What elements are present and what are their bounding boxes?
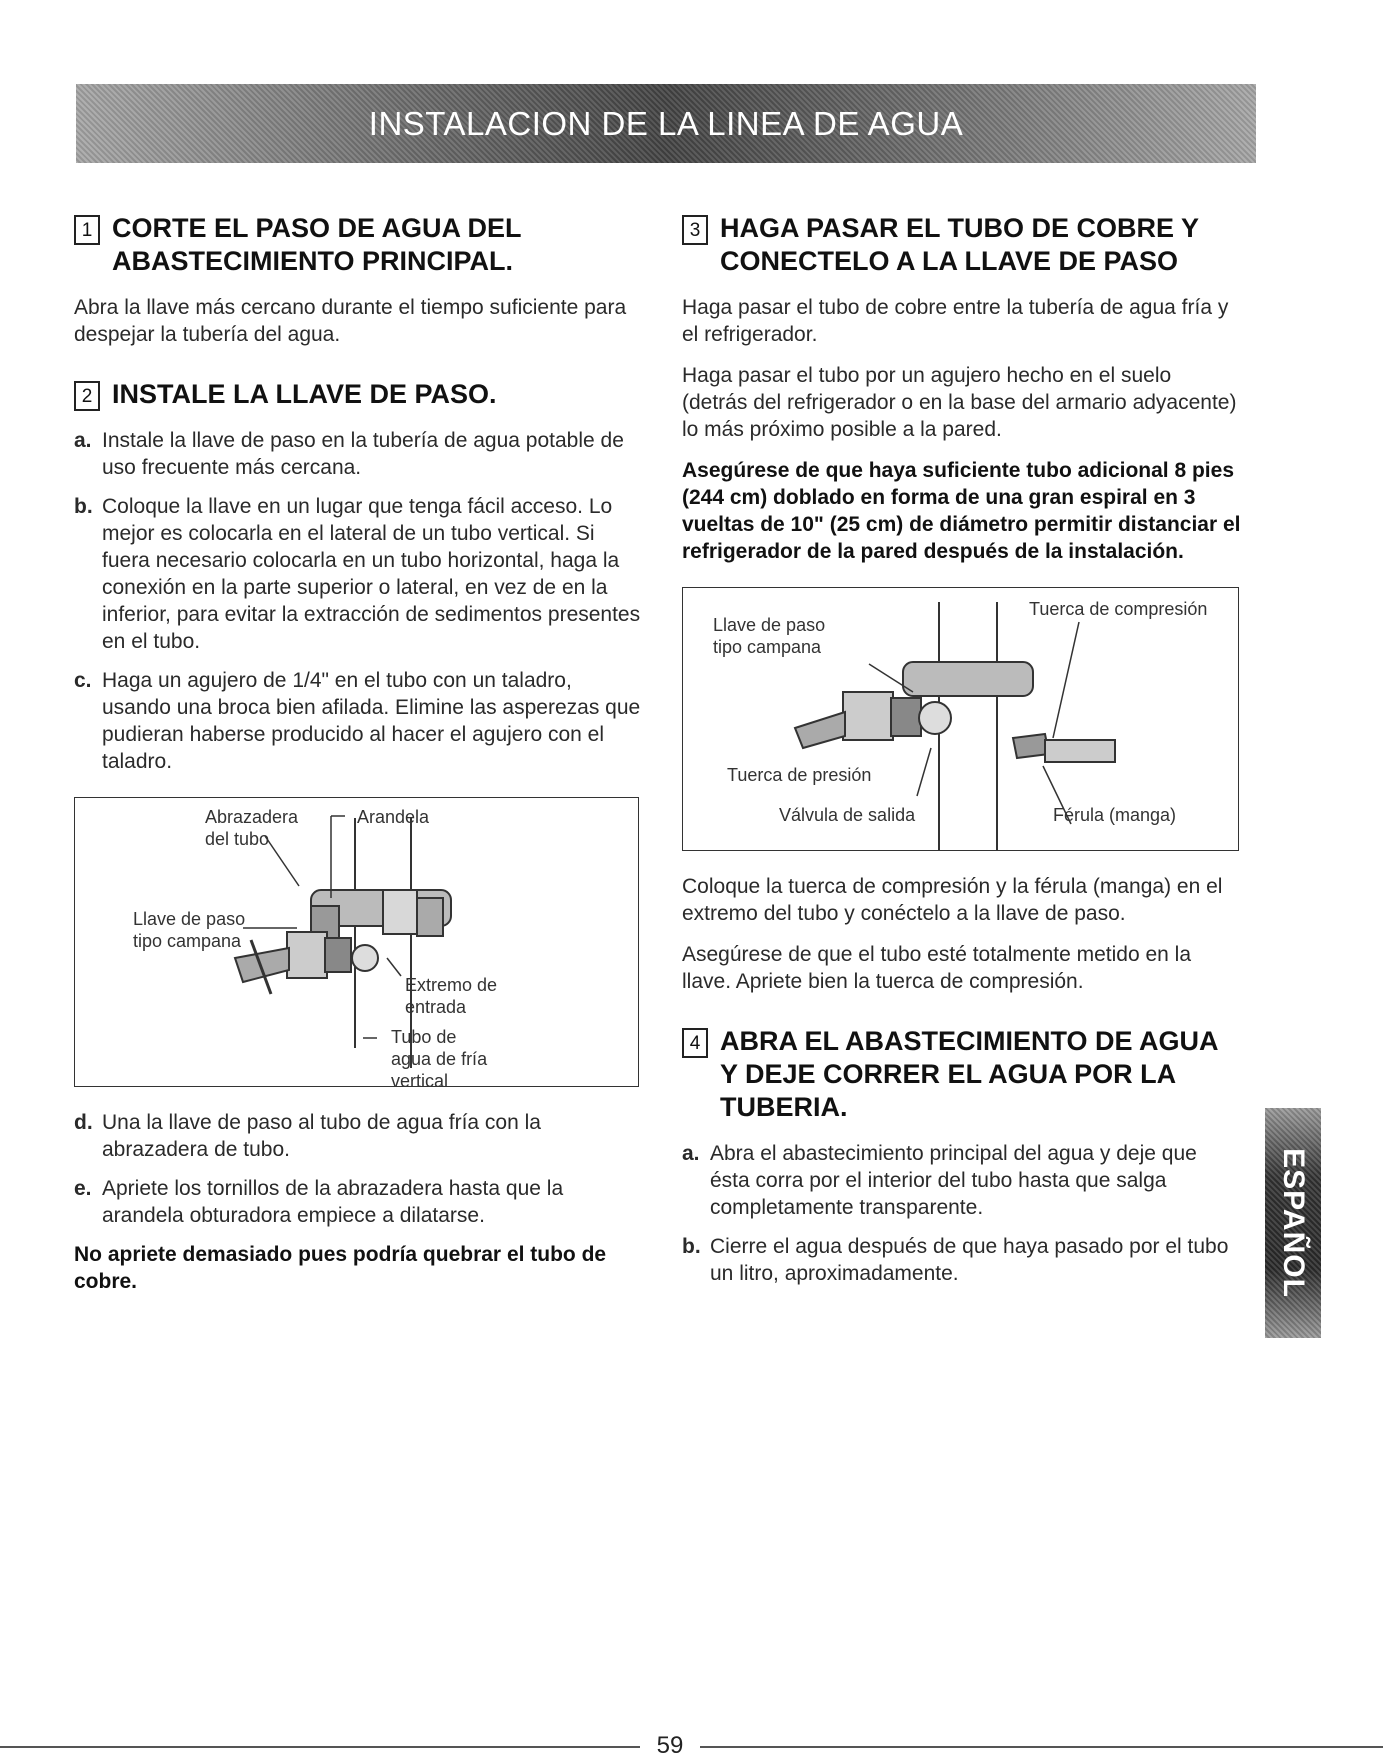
item-letter: b. [682, 1235, 701, 1258]
right-column [682, 212, 1242, 1299]
step2-item-b [74, 493, 644, 655]
step2-number: 2 [74, 381, 100, 411]
item-letter: a. [74, 429, 92, 452]
label-abrazadera: Abrazadera del tubo [205, 807, 299, 849]
section-banner [76, 84, 1256, 163]
step2-heading-text: INSTALE LA LLAVE DE PASO. [112, 379, 497, 409]
step4-heading-text: ABRA EL ABASTECIMIENTO DE AGUA Y DEJE CORRER EL AGUA POR LA TUBERIA. [720, 1026, 1218, 1122]
step2-item-c [74, 667, 644, 775]
label-valvula: Válvula de salida [779, 805, 916, 825]
left-column [74, 212, 644, 1309]
compression-figure [682, 587, 1239, 851]
page-number: 59 [640, 1732, 700, 1760]
item-text: Una la llave de paso al tubo de agua fría con la abrazadera de tubo. [102, 1111, 541, 1161]
step3-p3: Coloque la tuerca de compresión y la férula (manga) en el extremo del tubo y conéctelo a la llave de paso. [682, 875, 1223, 925]
step4-item-b [682, 1233, 1242, 1287]
step3-number: 3 [682, 215, 708, 245]
label-llave-campana: Llave de paso tipo campana [713, 615, 826, 657]
label-llave: Llave de paso tipo campana [133, 909, 246, 951]
item-text: Haga un agujero de 1/4" en el tubo con un taladro, usando una broca bien afilada. Elimine las asperezas que pudieran haberse producido al hacer el agujero con el taladro. [102, 669, 641, 773]
valve-clamp-figure [74, 797, 639, 1091]
step2-warning: No apriete demasiado pues podría quebrar el tubo de cobre. [74, 1243, 607, 1293]
language-tab-text: ESPAÑOL [1277, 1148, 1311, 1298]
step2-item-d [74, 1109, 644, 1163]
item-text: Cierre el agua después de que haya pasado por el tubo un litro, aproximadamente. [710, 1235, 1229, 1285]
item-text: Instale la llave de paso en la tubería de agua potable de uso frecuente más cercana. [102, 429, 624, 479]
step1-text: Abra la llave más cercano durante el tiempo suficiente para despejar la tubería del agua. [74, 296, 627, 346]
step3-bold: Asegúrese de que haya suficiente tubo adicional 8 pies (244 cm) doblado en forma de una gran espiral en 3 vueltas de 10" (25 cm) de diámetro permitir distanciar el refrigerador de la pared después de la instalación. [682, 459, 1241, 563]
item-letter: d. [74, 1111, 93, 1134]
item-letter: b. [74, 495, 93, 518]
label-ferula: Férula (manga) [1053, 805, 1177, 825]
step3-heading [682, 212, 1242, 278]
step3-p1: Haga pasar el tubo de cobre entre la tubería de agua fría y el refrigerador. [682, 296, 1229, 346]
item-text: Coloque la llave en un lugar que tenga fácil acceso. Lo mejor es colocarla en el lateral de un tubo vertical. Si fuera necesario colocarla en un tubo horizontal, haga la conexión en la parte superior o lateral, en vez de en la inferior, para evitar la extracción de sedimentos presentes en el tubo. [102, 495, 641, 653]
item-letter: e. [74, 1177, 92, 1200]
label-tubo: Tubo de agua de fría vertical [391, 1027, 488, 1091]
step1-heading-text: CORTE EL PASO DE AGUA DEL ABASTECIMIENTO PRINCIPAL. [112, 213, 522, 276]
item-text: Apriete los tornillos de la abrazadera hasta que la arandela obturadora empiece a dilatarse. [102, 1177, 564, 1227]
step4-item-a [682, 1140, 1242, 1221]
step3-heading-text: HAGA PASAR EL TUBO DE COBRE Y CONECTELO A LA LLAVE DE PASO [720, 213, 1199, 276]
item-letter: a. [682, 1142, 700, 1165]
step3-p4: Asegúrese de que el tubo esté totalmente metido en la llave. Apriete bien la tuerca de compresión. [682, 943, 1192, 993]
step1-number: 1 [74, 215, 100, 245]
banner-title: INSTALACION DE LA LINEA DE AGUA [368, 104, 964, 142]
item-text: Abra el abastecimiento principal del agua y deje que ésta corra por el interior del tubo hasta que salga completamente transparente. [710, 1142, 1197, 1219]
step4-heading [682, 1025, 1242, 1124]
label-arandela: Arandela [357, 807, 430, 827]
step2-heading [74, 378, 644, 411]
item-letter: c. [74, 669, 92, 692]
step1-heading [74, 212, 644, 278]
step4-number: 4 [682, 1028, 708, 1058]
label-extremo: Extremo de entrada [405, 975, 498, 1017]
label-tuerca-compresion: Tuerca de compresión [1029, 599, 1208, 619]
language-tab [1265, 1108, 1321, 1338]
label-tuerca-presion: Tuerca de presión [727, 765, 872, 785]
step2-item-a [74, 427, 644, 481]
step3-p2: Haga pasar el tubo por un agujero hecho en el suelo (detrás del refrigerador o en la base del armario adyacente) lo más próximo posible a la pared. [682, 364, 1237, 441]
step2-item-e [74, 1175, 644, 1229]
